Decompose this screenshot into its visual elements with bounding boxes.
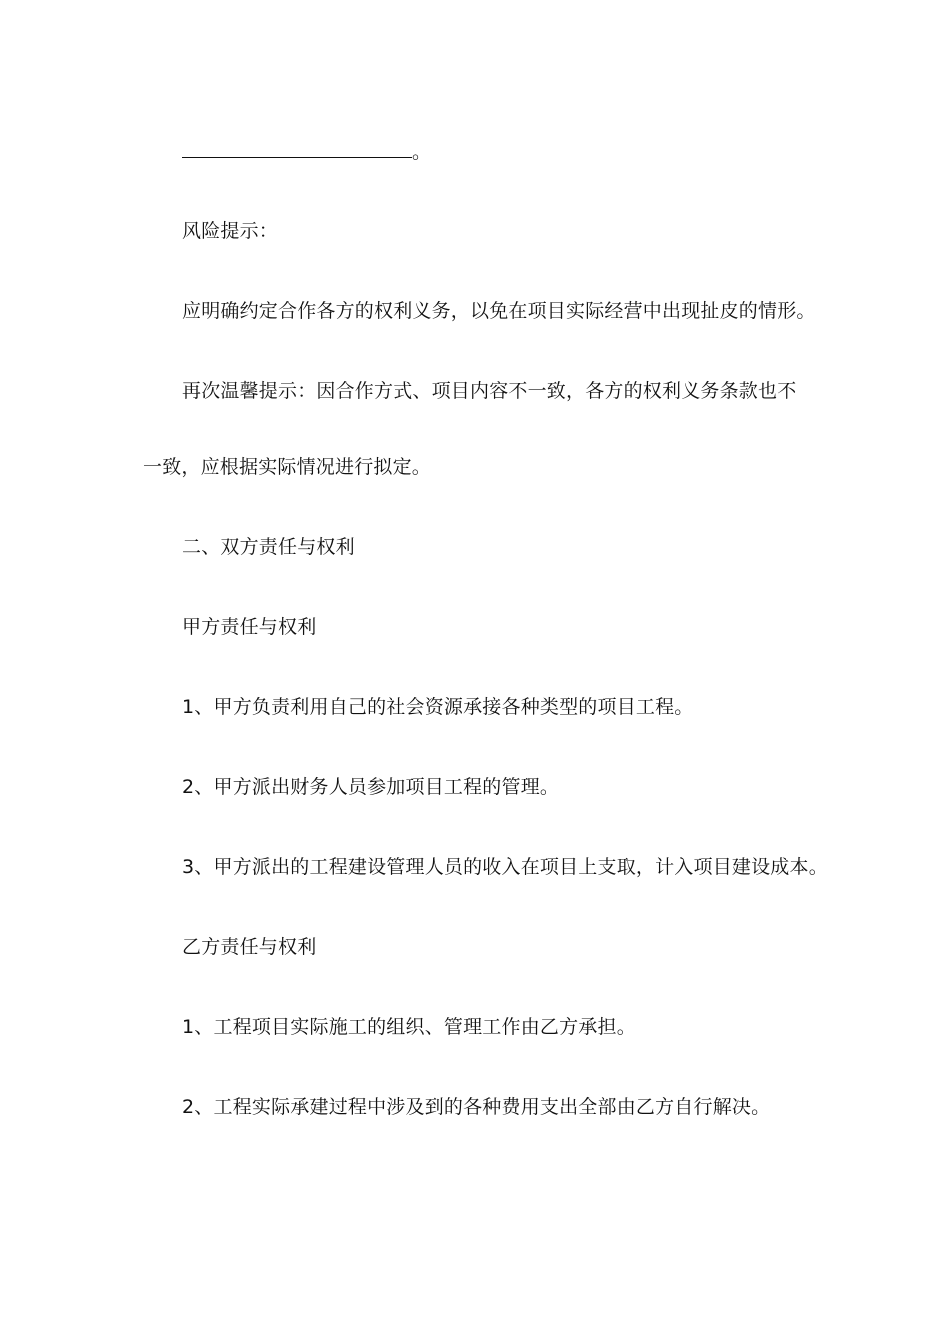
fill-in-blank-line bbox=[182, 157, 412, 158]
party-a-item-1: 1、甲方负责利用自己的社会资源承接各种类型的项目工程。 bbox=[182, 696, 694, 718]
party-b-item-2: 2、工程实际承建过程中涉及到的各种费用支出全部由乙方自行解决。 bbox=[182, 1096, 771, 1118]
party-b-item-1: 1、工程项目实际施工的组织、管理工作由乙方承担。 bbox=[182, 1016, 636, 1038]
section-heading-responsibilities: 二、双方责任与权利 bbox=[182, 536, 355, 558]
blank-period: 。 bbox=[412, 141, 432, 163]
risk-notice-heading: 风险提示： bbox=[182, 220, 279, 242]
reminder-text-line-1: 再次温馨提示：因合作方式、项目内容不一致，各方的权利义务条款也不 bbox=[182, 380, 797, 402]
party-a-item-2: 2、甲方派出财务人员参加项目工程的管理。 bbox=[182, 776, 560, 798]
party-a-item-3: 3、甲方派出的工程建设管理人员的收入在项目上支取，计入项目建设成本。 bbox=[182, 856, 828, 878]
party-b-heading: 乙方责任与权利 bbox=[182, 936, 317, 958]
party-a-heading: 甲方责任与权利 bbox=[182, 616, 317, 638]
risk-notice-text: 应明确约定合作各方的权利义务，以免在项目实际经营中出现扯皮的情形。 bbox=[182, 300, 816, 322]
reminder-text-line-2: 一致，应根据实际情况进行拟定。 bbox=[143, 456, 432, 478]
